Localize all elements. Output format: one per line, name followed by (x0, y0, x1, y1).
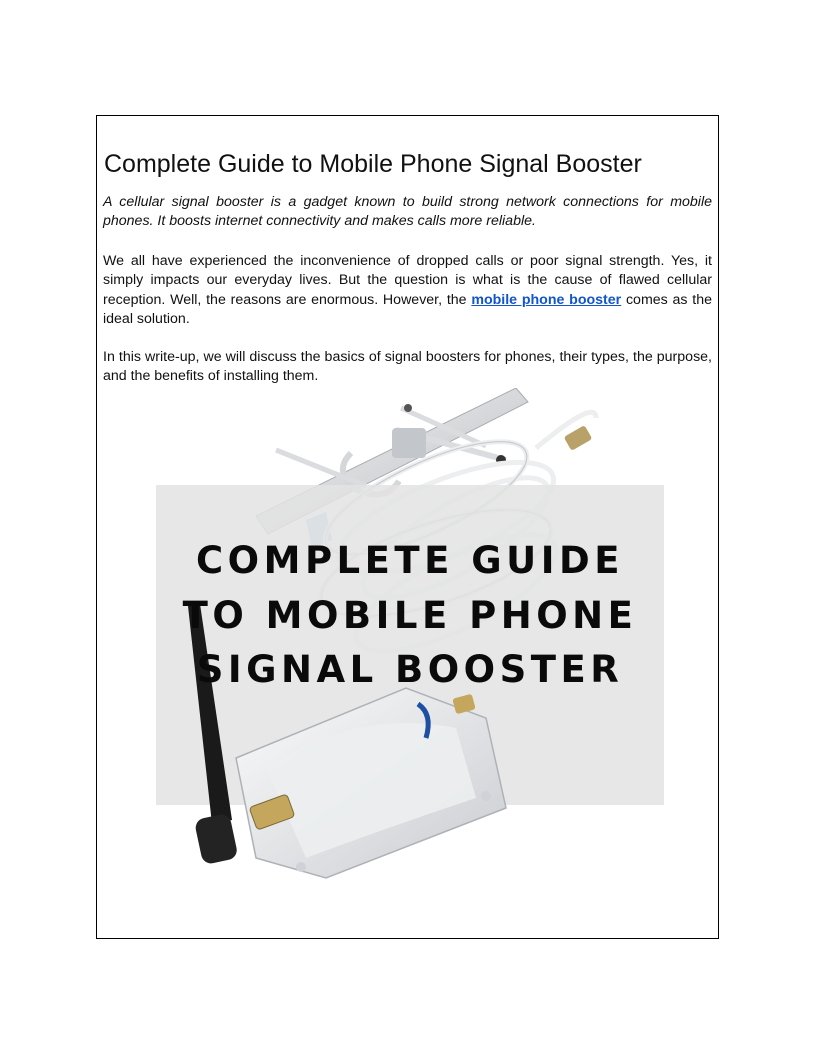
article-title: Complete Guide to Mobile Phone Signal Booster (104, 150, 642, 178)
paragraph-1-text-after-link: comes as the ideal solution. (103, 291, 712, 327)
paragraph-1-text-before-link: We all have experienced the inconvenience of dropped calls or poor signal strength. Yes, it simply impacts our everyday lives. But the question is what is the cause of flawed cellular reception. Well, the reasons are enormous. However, the (103, 253, 712, 308)
cable-connector-icon (564, 425, 593, 451)
hero-overlay-title: COMPLETE GUIDE TO MOBILE PHONE SIGNAL BOOSTER (182, 539, 638, 691)
body-paragraph-1 (103, 252, 712, 329)
intro-paragraph: A cellular signal booster is a gadget known to build strong network connections for mobile phones. It boosts internet connectivity and makes calls more reliable. (103, 194, 712, 230)
body-paragraph-2: In this write-up, we will discuss the basics of signal boosters for phones, their types, the purpose, and the benefits of installing them. (103, 349, 712, 385)
mobile-phone-booster-link[interactable]: mobile phone booster (471, 291, 622, 308)
